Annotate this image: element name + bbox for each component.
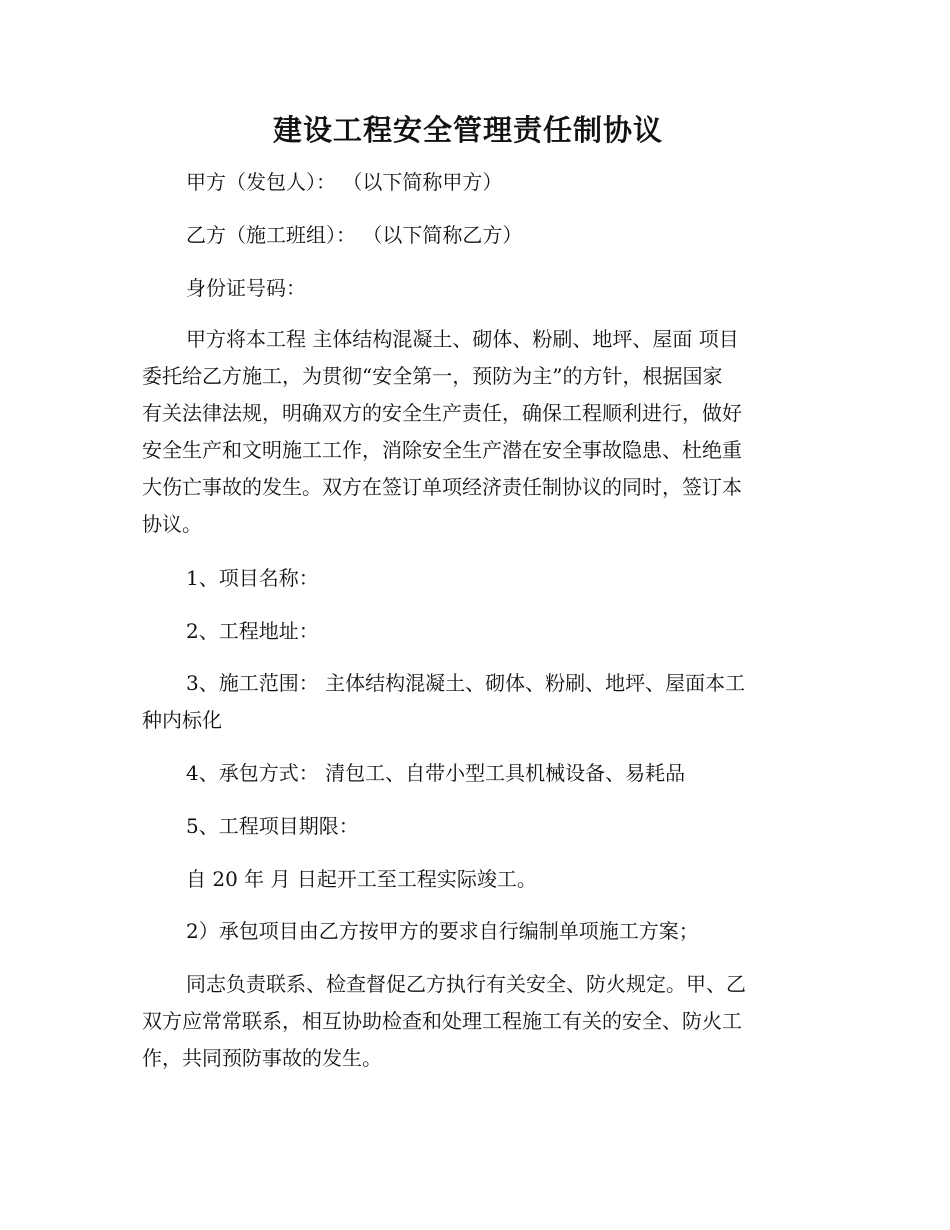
scope-line: 种内标化 (142, 708, 222, 732)
item-construction-scope (142, 665, 794, 739)
liaison-paragraph (142, 966, 794, 1077)
item-project-address: 2、工程地址： (186, 619, 319, 643)
intro-line: 安全生产和文明施工工作，消除安全生产潜在安全事故隐患、杜绝重 (142, 438, 742, 462)
period-line: 自 20 年 月 日起开工至工程实际竣工。 (186, 867, 537, 891)
liaison-line: 同志负责联系、检查督促乙方执行有关安全、防火规定。甲、乙 (186, 972, 746, 996)
party-a-line: 甲方（发包人）： （以下简称甲方） (186, 170, 503, 194)
intro-paragraph (142, 321, 794, 543)
intro-line: 协议。 (142, 512, 202, 536)
intro-line: 大伤亡事故的发生。双方在签订单项经济责任制协议的同时，签订本 (142, 475, 742, 499)
intro-line: 甲方将本工程 主体结构混凝土、砌体、粉刷、地坪、屋面 项目 (186, 327, 739, 351)
intro-line: 有关法律法规，明确双方的安全生产责任，确保工程顺利进行，做好 (142, 401, 742, 425)
item-project-period: 5、工程项目期限： (186, 814, 359, 838)
id-number-line: 身份证号码： (186, 276, 306, 300)
item-project-name: 1、项目名称： (186, 566, 319, 590)
item-contract-method: 4、承包方式： 清包工、自带小型工具机械设备、易耗品 (186, 761, 686, 785)
intro-line: 委托给乙方施工，为贯彻“安全第一，预防为主”的方针，根据国家 (142, 364, 723, 388)
construction-plan-line: 2）承包项目由乙方按甲方的要求自行编制单项施工方案； (186, 919, 699, 943)
liaison-line: 双方应常常联系，相互协助检查和处理工程施工有关的安全、防火工 (142, 1009, 742, 1033)
document-title: 建设工程安全管理责任制协议 (272, 113, 663, 147)
liaison-line: 作，共同预防事故的发生。 (142, 1046, 382, 1070)
scope-line: 3、施工范围： 主体结构混凝土、砌体、粉刷、地坪、屋面本工 (186, 671, 746, 695)
party-b-line: 乙方（施工班组）： （以下简称乙方） (186, 223, 523, 247)
